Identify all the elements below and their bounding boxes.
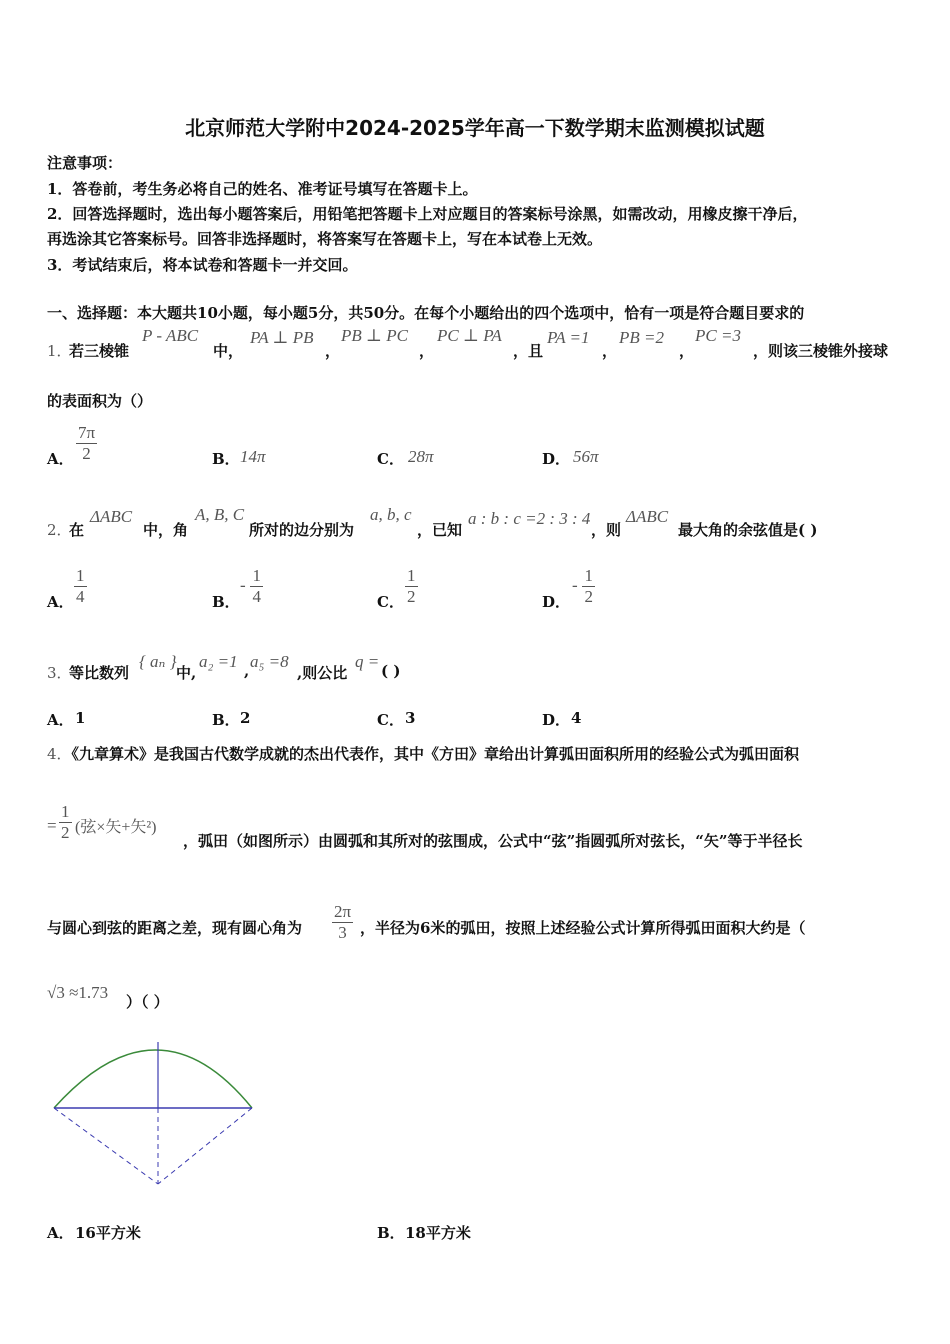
option-d-value: - $\frac{1}{2}$ (572, 566, 593, 606)
option-b-label: B． (212, 711, 240, 729)
option-d-label: D． (542, 711, 571, 729)
notice-item-1: 1．答卷前，考生务必将自己的姓名、准考证号填写在答题卡上。 (47, 180, 478, 198)
math-expr: P - ABC (142, 326, 199, 345)
sqrt3-approx: √3 ≈1.73 (47, 983, 109, 1002)
option-b-value: 14π (240, 447, 266, 466)
math-expr: a₂ =1 (199, 652, 238, 671)
option-a-value: 1 (75, 709, 86, 727)
math-expr: PA =1 (547, 328, 590, 347)
option-d-value: 4 (571, 709, 582, 727)
option-c-label: C． (377, 711, 404, 729)
math-expr: a₅ =8 (250, 652, 289, 671)
arc-field-diagram (40, 1030, 270, 1200)
option-b-value: - $\frac{1}{4}$ (240, 566, 261, 606)
math-expr: ΔABC (626, 507, 669, 526)
option-b-value: 18平方米 (405, 1224, 471, 1242)
question-4: 4．《九章算术》是我国古代数学成就的杰出代表作，其中《方田》章给出计算弧田面积所用的经验公式为弧田面积 (47, 745, 800, 763)
option-a-value: $\frac{1}{4}$ (76, 566, 85, 606)
notice-item-2b: 再选涂其它答案标号。回答非选择题时，将答案写在答题卡上，写在本试卷上无效。 (47, 230, 603, 248)
option-c-value: 3 (405, 709, 416, 727)
question-1-line-2: 的表面积为（） (47, 392, 153, 410)
option-a-label: A． (47, 1224, 74, 1242)
option-a-value: $\frac{7\pi}{2}$ (78, 423, 96, 463)
math-expr: PB =2 (619, 328, 664, 347)
math-expr: a, b, c (370, 505, 412, 524)
math-expr: PA ⊥ PB (250, 328, 314, 347)
page-title: 北京师范大学附中2024-2025学年高一下数学期末监测模拟试题 (185, 116, 765, 140)
option-d-value: 56π (573, 447, 599, 466)
notice-heading: 注意事项： (47, 154, 123, 172)
option-c-label: C． (377, 593, 404, 611)
math-expr: { aₙ } (139, 652, 177, 671)
option-d-label: D． (542, 593, 571, 611)
question-number: 1． (47, 342, 72, 360)
option-b-label: B． (212, 450, 240, 468)
notice-item-2a: 2．回答选择题时，选出每小题答案后，用铅笔把答题卡上对应题目的答案标号涂黑，如需改动，用橡皮擦干净后， (47, 205, 808, 223)
option-d-label: D． (542, 450, 571, 468)
math-expr: PC ⊥ PA (437, 326, 502, 345)
question-number: 3． (47, 664, 72, 682)
central-angle: $\frac{2\pi}{3}$ (334, 902, 352, 942)
option-a-value: 16平方米 (75, 1224, 141, 1242)
question-number: 4． (47, 745, 72, 763)
option-a-label: A． (47, 593, 74, 611)
math-expr: a : b : c =2 : 3 : 4 (468, 509, 591, 528)
option-c-value: $\frac{1}{2}$ (407, 566, 416, 606)
math-expr: PC =3 (695, 326, 741, 345)
radius-left (54, 1108, 158, 1184)
question-4-line-2: ，弧田（如图所示）由圆弧和其所对的弦围成，公式中“弦”指圆弧所对弦长，“矢”等于半径长 (183, 832, 803, 850)
math-expr: A, B, C (195, 505, 245, 524)
option-b-label: B． (377, 1224, 405, 1242)
option-a-label: A． (47, 450, 74, 468)
arc (54, 1050, 252, 1108)
math-expr: ΔABC (90, 507, 133, 526)
option-c-label: C． (377, 450, 404, 468)
question-4-line-3a: 与圆心到弦的距离之差，现有圆心角为 (47, 919, 303, 937)
question-4-line-3b: ，半径为6米的弧田，按照上述经验公式计算所得弧田面积大约是（ (360, 919, 806, 937)
notice-item-3: 3．考试结束后，将本试卷和答题卡一并交回。 (47, 256, 358, 274)
section-heading: 一、选择题：本大题共10小题，每小题5分，共50分。在每个小题给出的四个选项中，恰有一项是符合题目要求的 (47, 304, 805, 322)
math-expr: PB ⊥ PC (341, 326, 408, 345)
option-c-value: 28π (408, 447, 434, 466)
radius-right (158, 1108, 252, 1184)
math-expr: q = (355, 652, 380, 671)
question-4-line-4: ）（ ） (126, 993, 169, 1011)
option-b-value: 2 (240, 709, 251, 727)
option-b-label: B． (212, 593, 240, 611)
question-number: 2． (47, 521, 72, 539)
option-a-label: A． (47, 711, 74, 729)
